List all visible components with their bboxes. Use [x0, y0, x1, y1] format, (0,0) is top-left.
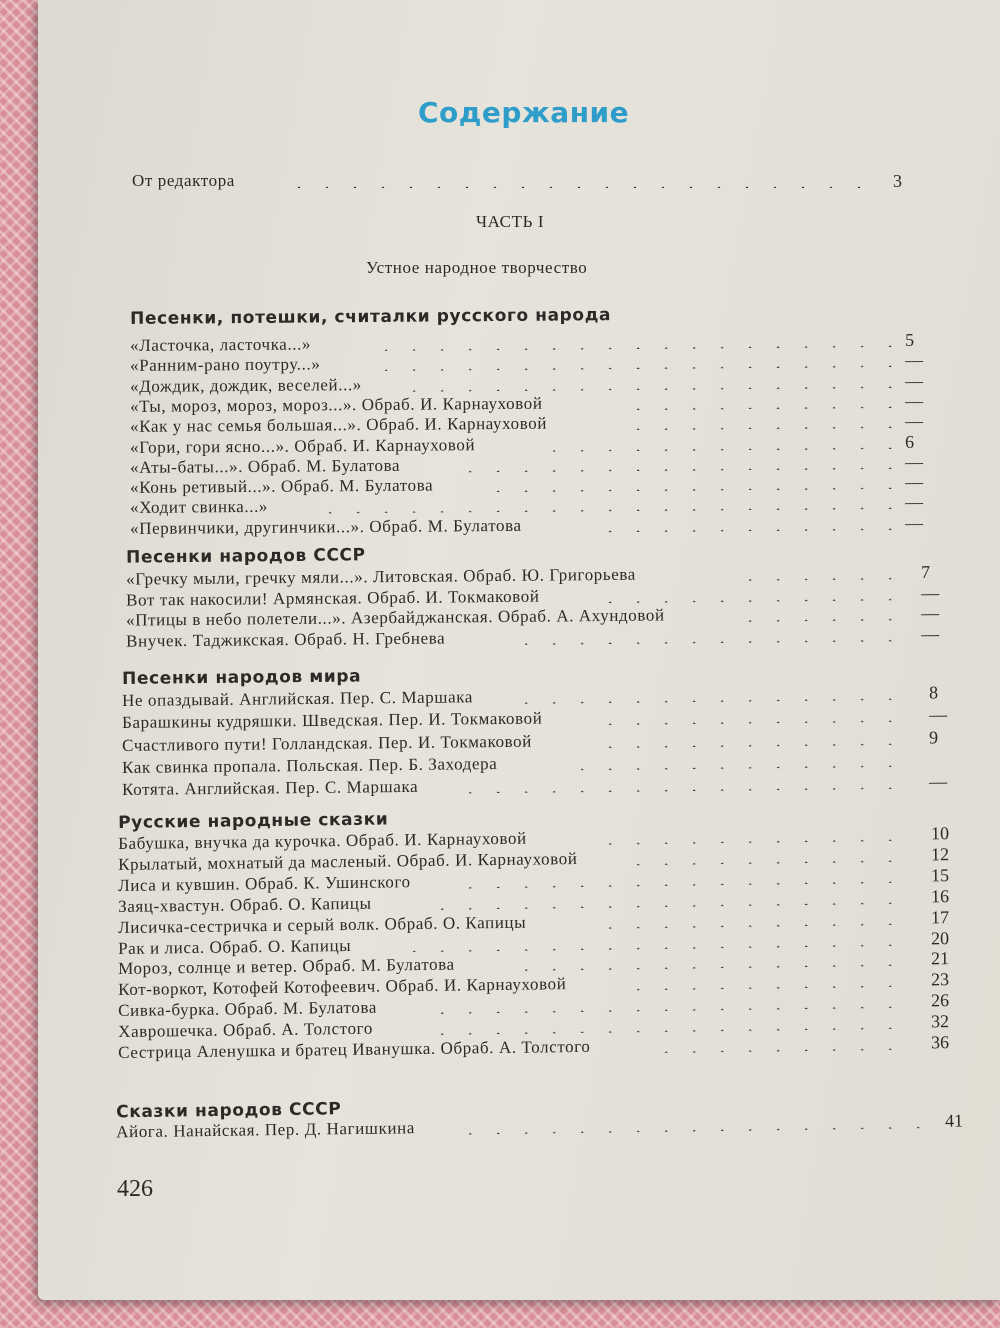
entry-page: —: [904, 471, 924, 492]
entry-page: 3: [893, 171, 902, 191]
entry-page: —: [904, 410, 924, 431]
entry-title: Заяц-хвастун. Обраб. О. Капицы: [118, 893, 372, 916]
entry-page: —: [904, 370, 924, 391]
entry-title: Сестрица Аленушка и братец Иванушка. Обраб. А. Толстого: [118, 1036, 591, 1062]
entry-title: Не опаздывай. Английская. Пер. С. Маршака: [122, 687, 474, 710]
dot-leader: [596, 923, 915, 929]
dot-leader: [456, 787, 905, 794]
entry-title: «Птицы в небо полетели...». Азербайджанская. Обраб. А. Ахундовой: [126, 605, 665, 630]
entry-title: «Гори, гори ясно...». Обраб. И. Карнауховой: [130, 435, 476, 457]
entry-title: Котята. Английская. Пер. С. Маршака: [122, 776, 419, 799]
entry-title: Лиса и кувшин. Обраб. К. Ушинского: [118, 872, 411, 895]
part-row: [0, 212, 1000, 234]
entry-page: —: [904, 451, 924, 472]
subpart-heading: Устное народное творчество: [366, 258, 588, 277]
dot-leader: [652, 1048, 915, 1053]
section-heading: Песенки народов СССР: [126, 545, 366, 568]
entry-title: Хаврошечка. Обраб. А. Толстого: [118, 1018, 373, 1041]
entry-title: Лисичка-сестричка и серый волк. Обраб. О. Капицы: [118, 912, 527, 937]
toc-row-editor: [0, 171, 1000, 193]
dot-leader: [624, 860, 915, 866]
entry-title: Рак и лиса. Обраб. О. Капицы: [118, 935, 352, 958]
entry-page: —: [904, 512, 924, 533]
subpart-row: [0, 258, 1000, 280]
entry-page: —: [928, 704, 948, 725]
page-title: Содержание: [418, 96, 630, 129]
entry-page: —: [920, 602, 940, 623]
dot-leader: [596, 839, 915, 845]
entry-title: «Конь ретивый...». Обраб. М. Булатова: [130, 475, 434, 497]
editor-label: От редактора: [132, 171, 235, 190]
entry-title: Айога. Нанайская. Пер. Д. Нагишкина: [116, 1118, 416, 1142]
entry-page: —: [920, 623, 940, 644]
entry-page: 10: [930, 823, 950, 844]
dot-leader: [372, 365, 895, 371]
entry-page: 17: [930, 907, 950, 928]
dot-leader: [512, 639, 900, 645]
entry-title: Как свинка пропала. Польская. Пер. Б. Заходера: [122, 754, 498, 777]
entry-page: —: [904, 349, 924, 370]
dot-leader: [512, 698, 905, 704]
entry-page: 21: [930, 948, 950, 969]
dot-leader: [736, 577, 900, 581]
entry-title: Бабушка, внучка да курочка. Обраб. И. Карнауховой: [118, 828, 527, 853]
entry-title: Вот так накосили! Армянская. Обраб. И. Токмаковой: [126, 586, 540, 610]
entry-page: —: [928, 771, 948, 792]
dot-leader: [540, 447, 895, 452]
section-heading: Русские народные сказки: [118, 809, 389, 833]
dot-leader: [596, 598, 900, 603]
entry-page: 6: [904, 431, 915, 452]
entry-title: «Дождик, дождик, веселей...»: [130, 375, 362, 396]
dot-leader: [316, 507, 895, 514]
entry-page: 23: [930, 969, 950, 990]
section-heading: Сказки народов СССР: [116, 1099, 342, 1123]
entry-title: «Первинчики, другинчики...». Обраб. М. Булатова: [130, 515, 522, 538]
dot-leader: [596, 743, 905, 748]
entry-title: «Аты-баты...». Обраб. М. Булатова: [130, 455, 401, 477]
dot-leader: [624, 426, 895, 430]
entry-page: 15: [930, 865, 950, 886]
entry-page: 26: [930, 990, 950, 1011]
dot-leader: [285, 186, 880, 188]
dot-leader: [596, 528, 895, 532]
dot-leader: [596, 720, 905, 725]
entry-page: 12: [930, 844, 950, 865]
entry-title: «Как у нас семья большая...». Обраб. И. Карнауховой: [130, 413, 548, 436]
dot-leader: [456, 1126, 930, 1135]
dot-leader: [624, 985, 915, 991]
dot-leader: [624, 406, 895, 410]
dot-leader: [484, 487, 895, 492]
entry-title: «Ранним-рано поутру...»: [130, 354, 321, 375]
entry-title: Барашкины кудряшки. Шведская. Пер. И. Токмаковой: [122, 708, 543, 732]
entry-page: 16: [930, 886, 950, 907]
entry-title: «Ласточка, ласточка...»: [130, 334, 312, 355]
entry-page: 20: [930, 928, 950, 949]
entry-title: Сивка-бурка. Обраб. М. Булатова: [118, 997, 378, 1020]
entry-title: Счастливого пути! Голландская. Пер. И. Токмаковой: [122, 731, 533, 755]
page-number: 426: [117, 1176, 153, 1202]
entry-page: 7: [920, 561, 931, 582]
section-heading: Песенки народов мира: [122, 666, 362, 689]
entry-title: Крылатый, мохнатый да масленый. Обраб. И. Карнауховой: [118, 848, 578, 874]
entry-page: 36: [930, 1032, 950, 1053]
entry-page: 9: [928, 727, 939, 748]
entry-title: «Ходит свинка...»: [130, 496, 269, 517]
entry-page: 41: [944, 1110, 964, 1131]
entry-page: —: [904, 390, 924, 411]
dot-leader: [568, 765, 905, 771]
entry-title: Мороз, солнце и ветер. Обраб. М. Булатова: [118, 954, 455, 978]
entry-page: 8: [928, 682, 939, 703]
entry-title: Кот-воркот, Котофей Котофеевич. Обраб. И. Карнауховой: [118, 974, 567, 999]
entry-page: —: [904, 491, 924, 512]
entry-page: 5: [904, 329, 915, 350]
entry-page: —: [920, 582, 940, 603]
entry-title: Внучек. Таджикская. Обраб. Н. Гребнева: [126, 628, 446, 651]
dot-leader: [736, 618, 900, 622]
section-heading: Песенки, потешки, считалки русского народа: [130, 305, 612, 329]
entry-title: «Гречку мыли, гречку мяли...». Литовская. Обраб. Ю. Григорьева: [126, 564, 636, 589]
entry-page: 32: [930, 1011, 950, 1032]
part-heading: ЧАСТЬ I: [476, 212, 545, 231]
entry-title: «Ты, мороз, мороз, мороз...». Обраб. И. Карнауховой: [130, 393, 543, 416]
